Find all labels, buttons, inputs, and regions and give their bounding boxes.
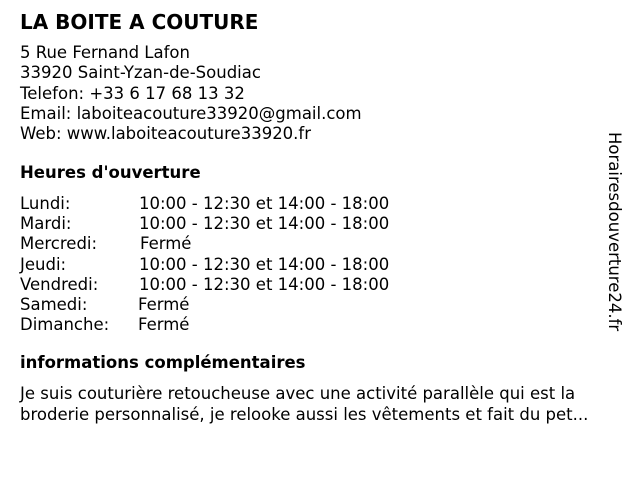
day-hours: 10:00 - 12:30 et 14:00 - 18:00 <box>139 214 390 234</box>
contact-block <box>20 43 362 144</box>
day-label: Jeudi: <box>20 254 67 274</box>
day-hours: 10:00 - 12:30 et 14:00 - 18:00 <box>139 194 390 213</box>
day-hours: Fermé <box>138 294 190 314</box>
info-heading: informations complémentaires <box>20 353 306 372</box>
business-name: LA BOITE A COUTURE <box>20 10 259 34</box>
day-hours: 10:00 - 12:30 et 14:00 - 18:00 <box>139 254 390 274</box>
day-label: Samedi: <box>20 294 88 314</box>
day-label: Mercredi: <box>20 234 98 254</box>
watermark-text: Horairesdouverture24.fr <box>605 132 624 332</box>
description-text: Je suis couturière retoucheuse avec une activité parallèle qui est la broderie personnalisé, je relooke aussi les vêtements et fait du pet... <box>20 384 589 424</box>
address-street: 5 Rue Fernand Lafon <box>20 43 190 62</box>
address-city: 33920 Saint-Yzan-de-Soudiac <box>20 63 261 83</box>
day-label: Lundi: <box>20 194 71 213</box>
day-hours: Fermé <box>138 315 190 335</box>
hours-heading: Heures d'ouverture <box>20 163 201 182</box>
day-label: Mardi: <box>20 214 72 234</box>
phone-line[interactable]: Telefon: +33 6 17 68 13 32 <box>20 83 245 103</box>
day-hours: Fermé <box>140 234 192 254</box>
email-line[interactable]: Email: laboiteacouture33920@gmail.com <box>20 103 362 123</box>
day-label: Vendredi: <box>20 274 99 294</box>
web-line[interactable]: Web: www.laboiteacouture33920.fr <box>20 124 312 144</box>
day-hours: 10:00 - 12:30 et 14:00 - 18:00 <box>139 274 390 294</box>
day-label: Dimanche: <box>20 315 110 335</box>
